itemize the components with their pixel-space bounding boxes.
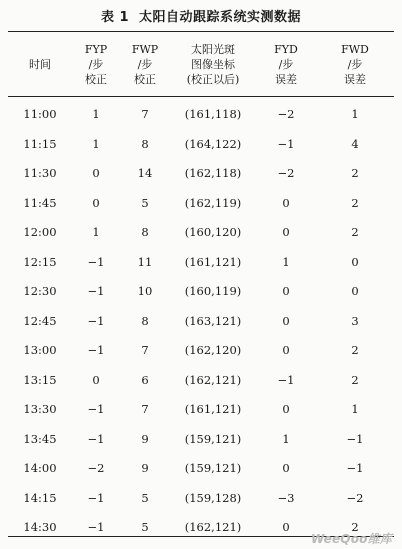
- cell-fwp: 8: [141, 136, 149, 151]
- header-fyd: [256, 33, 316, 95]
- header-time: [8, 33, 72, 95]
- cell-image-coords: (159,128): [184, 490, 242, 505]
- cell-time: 11:45: [23, 195, 57, 210]
- cell-fyp: 1: [92, 225, 100, 239]
- table-row: [8, 366, 394, 396]
- header-fyd-line: FYD: [274, 42, 298, 56]
- cell-image-coords: (164,122): [184, 136, 242, 151]
- cell-fyd: −2: [277, 107, 295, 121]
- cell-time: 13:30: [23, 402, 57, 416]
- header-time-line: 时间: [29, 57, 51, 71]
- table-row: [8, 277, 394, 307]
- header-fwp-line: /步: [137, 57, 153, 71]
- cell-image-coords: (159,121): [184, 461, 242, 475]
- cell-fyd: 1: [282, 431, 290, 446]
- header-fwd-line: FWD: [341, 42, 369, 56]
- cell-fwd: 1: [351, 107, 359, 121]
- header-fwp-line: FWP: [131, 42, 159, 56]
- cell-fwd: 0: [351, 254, 359, 269]
- cell-image-coords: (162,119): [184, 195, 242, 210]
- header-image-line: 太阳光斑: [191, 42, 235, 56]
- cell-fyp: −1: [87, 520, 105, 534]
- header-image-line: (校正以后): [186, 72, 240, 86]
- cell-fwp: 5: [141, 520, 149, 534]
- header-fwd: [316, 33, 394, 95]
- table-row: [8, 307, 394, 337]
- table-header-row: [8, 33, 394, 95]
- header-fyd-line: 误差: [275, 72, 297, 86]
- cell-image-coords: (163,121): [184, 313, 242, 328]
- cell-fwd: −2: [346, 490, 364, 505]
- header-image-line: 图像坐标: [191, 57, 235, 71]
- cell-image-coords: (159,121): [184, 431, 242, 446]
- cell-fwd: 3: [351, 313, 359, 328]
- table-row: [8, 454, 394, 484]
- table-caption-title: 太阳自动跟踪系统实测数据: [139, 10, 302, 25]
- cell-fwd: −1: [346, 461, 364, 475]
- cell-fyd: −2: [277, 166, 295, 180]
- cell-fyd: 0: [282, 284, 290, 298]
- cell-fwd: 2: [351, 520, 359, 534]
- cell-fwp: 9: [141, 461, 149, 475]
- cell-time: 14:30: [23, 520, 57, 534]
- cell-fyp: −1: [87, 431, 105, 446]
- table-header-rule: [8, 96, 394, 97]
- table-row: [8, 130, 394, 160]
- header-fyp-line: 校正: [85, 72, 107, 86]
- table-caption-number: 表 1: [100, 10, 130, 25]
- cell-fyp: −2: [87, 461, 105, 475]
- cell-fwp: 5: [141, 490, 149, 505]
- watermark-logo: WeeQoo维库: [310, 532, 392, 546]
- table-row: [8, 395, 394, 425]
- cell-fwd: 0: [351, 284, 359, 298]
- header-fyp: [72, 33, 120, 95]
- table-row: [8, 218, 394, 248]
- cell-time: 12:45: [23, 313, 57, 328]
- header-fyp-line: /步: [88, 57, 104, 71]
- cell-image-coords: (160,119): [184, 284, 242, 298]
- table-caption: [0, 6, 402, 25]
- cell-fyp: −1: [87, 490, 105, 505]
- header-fwd-line: /步: [347, 57, 363, 71]
- table-row: [8, 336, 394, 366]
- cell-image-coords: (161,121): [184, 402, 242, 416]
- cell-fwd: 4: [351, 136, 359, 151]
- header-fwp: [120, 33, 170, 95]
- cell-fwp: 5: [141, 195, 149, 210]
- cell-fwp: 7: [141, 343, 149, 357]
- cell-time: 12:15: [23, 254, 57, 269]
- cell-image-coords: (160,120): [184, 225, 242, 239]
- cell-fyp: −1: [87, 402, 105, 416]
- cell-fyp: −1: [87, 343, 105, 357]
- cell-fyd: −1: [277, 372, 295, 387]
- cell-time: 13:45: [23, 431, 57, 446]
- cell-fyd: 0: [282, 402, 290, 416]
- cell-image-coords: (161,118): [184, 107, 242, 121]
- cell-time: 11:15: [23, 136, 57, 151]
- cell-fwp: 8: [141, 225, 149, 239]
- cell-fyp: 0: [92, 372, 100, 387]
- cell-fwd: 2: [351, 225, 359, 239]
- table-row: [8, 484, 394, 514]
- cell-time: 11:00: [23, 107, 57, 121]
- cell-fyp: 1: [92, 136, 100, 151]
- cell-fyd: −3: [277, 490, 295, 505]
- cell-fyp: −1: [87, 254, 105, 269]
- cell-fwp: 8: [141, 313, 149, 328]
- cell-fwp: 10: [137, 284, 153, 298]
- cell-fwp: 14: [137, 166, 153, 180]
- cell-fyp: −1: [87, 313, 105, 328]
- cell-time: 13:00: [23, 343, 57, 357]
- cell-fwd: 1: [351, 402, 359, 416]
- cell-time: 12:30: [23, 284, 57, 298]
- cell-fyd: 0: [282, 461, 290, 475]
- cell-fyd: 1: [282, 254, 290, 269]
- table-top-rule: [8, 31, 394, 32]
- cell-time: 14:15: [23, 490, 57, 505]
- cell-fyp: 1: [92, 107, 100, 121]
- cell-image-coords: (161,121): [184, 254, 242, 269]
- cell-fyd: −1: [277, 136, 295, 151]
- cell-fyp: 0: [92, 166, 100, 180]
- header-fyd-line: /步: [278, 57, 294, 71]
- cell-fyp: −1: [87, 284, 105, 298]
- cell-fwp: 7: [141, 107, 149, 121]
- table-row: [8, 425, 394, 455]
- table-row: [8, 159, 394, 189]
- header-fwd-line: 误差: [344, 72, 366, 86]
- cell-fyd: 0: [282, 225, 290, 239]
- cell-image-coords: (162,118): [184, 166, 242, 180]
- cell-fwd: 2: [351, 166, 359, 180]
- header-fyp-line: FYP: [84, 42, 108, 56]
- cell-fwp: 9: [141, 431, 149, 446]
- cell-fwp: 6: [141, 372, 149, 387]
- table-row: [8, 248, 394, 278]
- cell-fyd: 0: [282, 313, 290, 328]
- cell-fyd: 0: [282, 520, 290, 534]
- cell-fwd: 2: [351, 343, 359, 357]
- cell-fwp: 11: [137, 254, 153, 269]
- header-image-coords: [170, 33, 256, 95]
- table-body: [8, 100, 394, 543]
- cell-time: 13:15: [23, 372, 57, 387]
- header-fwp-line: 校正: [134, 72, 156, 86]
- table-row: [8, 100, 394, 130]
- cell-fwd: 2: [351, 372, 359, 387]
- cell-fyd: 0: [282, 343, 290, 357]
- cell-fwd: 2: [351, 195, 359, 210]
- table-row: [8, 189, 394, 219]
- cell-fwd: −1: [346, 431, 364, 446]
- cell-time: 14:00: [23, 461, 57, 475]
- cell-image-coords: (162,120): [184, 343, 242, 357]
- cell-image-coords: (162,121): [184, 520, 242, 534]
- cell-image-coords: (162,121): [184, 372, 242, 387]
- cell-time: 12:00: [23, 225, 57, 239]
- cell-fwp: 7: [141, 402, 149, 416]
- cell-fyp: 0: [92, 195, 100, 210]
- cell-time: 11:30: [23, 166, 57, 180]
- cell-fyd: 0: [282, 195, 290, 210]
